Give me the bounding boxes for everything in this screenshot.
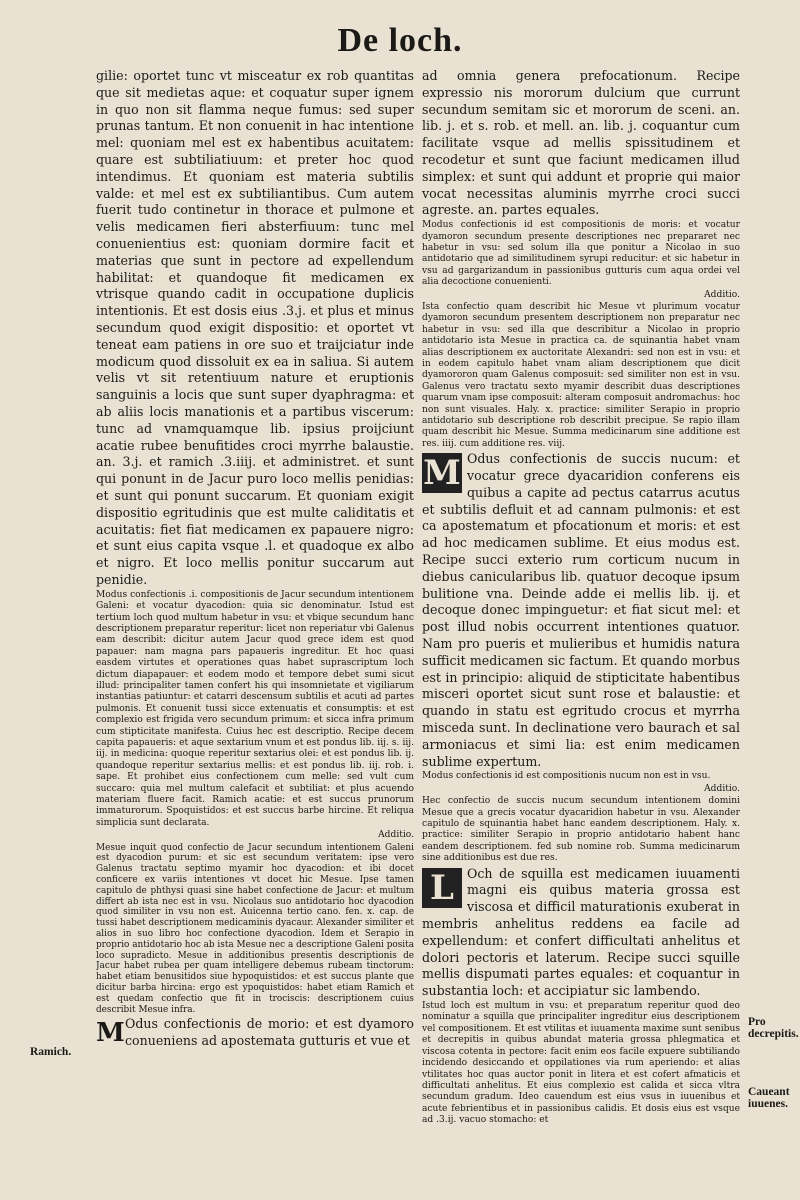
margin-note-caueant-iuuenes: Caueant iuuenes. <box>748 1086 790 1110</box>
right-additio-heading-1: Additio. <box>704 289 740 300</box>
right-paragraph-3: Ista confectio quam describit hic Mesue vt plurimum vocatur dyamoron secundum presentem descriptionem non preparatur nec habetur in vsu: sed illa que describitur a Nicolao in proprio antidotario ista Mesue in practica ca. de squinantia habet vnam alias descriptionem ex auctoritate Alexandri: sed non est in vsu: et in eodem capitulo habet vnam aliam descriptionem que dicit dyamororon quam Galenus composuit: sed similiter non est in vsu. Galenus vero tractatu sexto myamir describit duas descriptiones quarum vnam ipse composuit: alteram composuit andromachus: hoc non sunt visuales. Haly. x. practice: similiter Serapio in proprio antidotario sub descriptione rob describit precipue. Se rapio illam quam describit hic Mesue. Summa medicinarum sine additione est res. iiij. cum additione res. viij. <box>422 302 740 449</box>
left-column <box>96 68 414 1051</box>
right-column <box>422 68 740 1128</box>
drop-cap-m1: M <box>96 1018 125 1049</box>
right-paragraph-7-text: Och de squilla est medicamen iuuamenti magni eis quibus materia grossa est viscosa et difficil maturationis exuberat in membris anhelitus reddens ea facile ad expellendum: et confert difficultati anhelitus et dolori pectoris et laterum. Recipe succi squille mellis dispumati partes equales: et coquantur in substantia loch: et accipiatur sic lambendo. <box>422 865 740 999</box>
right-paragraph-7 <box>422 866 740 1000</box>
drop-cap-l1: L <box>422 868 462 908</box>
running-header: De loch. <box>337 22 463 59</box>
left-additio-heading: Additio. <box>378 830 414 841</box>
right-paragraph-4 <box>422 451 740 770</box>
left-paragraph-1: gilie: oportet tunc vt misceatur ex rob quantitas que sit medietas aque: et coquatur super ignem in quo non sit flamma neque fumus: sed super prunas tantum. Et non conuenit in hac intentione mel: quoniam mel est ex habentibus acuitatem: quare est subtiliatiuum: et preter hoc quod intendimus. Et quoniam est materia subtilis valde: et mel est ex subtiliantibus. Cum autem fuerit tudo continetur in thorace et pulmone et velis medicamen fieri absterfiuum: tunc mel conuenientius est: quoniam dormire facit et materias que sunt in pectore ad expellendum habilitat: et quandoque fit medicamen ex vtrisque quando cadit in occupatione duplicis intentionis. Et est dosis eius .3.j. et plus et minus secundum quod exigit dispositio: et oportet vt teneat eam patiens in ore suo et traijciatur inde modicum quod dissoluit ex ea in saliua. Si autem velis vt sit retentiuum nature et eruptionis sanguinis a locis que sunt super dyaphragma: et ab aliis locis manationis et a partibus viscerum: tunc ad vnamquamque lib. ipsius proijciunt acatie rubee benufitides croci myrrhe balaustie. an. 3.j. et ramich .3.iiij. et administret. et sunt qui ponunt in de Jacur puro loco mellis penidias: et sunt qui ponunt succarum. Et quoniam exigit dispositio egritudinis que est multe caliditatis et acuitatis: fiet fiat medicamen ex papauere nigro: et sunt eius capita vsque .l. et quadoque ex albo et nigro. Et loco mellis ponitur succarum aut penidie. <box>96 68 414 587</box>
left-paragraph-2: Modus confectionis .i. compositionis de Jacur secundum intentionem Galeni: et vocatur dyacodion: quia sic denominatur. Istud est tertium loch quod multum habetur in vsu: et vbique secundum hanc descriptionem preparatur reperitur: licet non reperiatur vbi Galenus eam describit: dicitur autem Jacur quod grece idem est quod papauer: nam magna pars papaueris ingreditur. Et hoc quasi easdem virtutes et operationes quas habet suprascriptum loch dictum diapapauer: et eodem modo et tempore debet sumi sicut illud: principaliter tamen confert his qui insomnietate et vigiliarum instantias patiuntur: et catarri descensum subtilis et acuti ad partes pulmonis. Et conuenit tussi sicce extenuatis et consumptis: et est complexio est frigida vero secundum primum: et sicca infra primum cum stipticitate manifesta. Cuius hec est descriptio. Recipe decem capita papaueris: et aque sextarium vnum et est pondus lib. iij. s. iij. iij. in medicina: quoque reperitur sextarius olei: et est pondus lib. ij. quandoque reperitur sextarius mellis: et est pondus lib. iij. rob. i. sape. Et prohibet eius confectionem cum melle: sed vult cum succaro: quia mel multum calefacit et subtiliat: et plus acuendo materiam fluere facit. Ramich acatie: et est succus prunorum immaturorum. Spoquistidos: et est succus barbe hircine. Et reliqua simplicia sunt declarata. <box>96 589 414 828</box>
margin-note-pro-decrepitis: Pro decrepitis. <box>748 1016 799 1040</box>
margin-note-ramich: Ramich. <box>30 1046 72 1058</box>
right-additio-heading-2: Additio. <box>704 783 740 794</box>
left-paragraph-3: Mesue inquit quod confectio de Jacur secundum intentionem Galeni est dyacodion purum: et sic est secundum veritatem: ipse vero Galenus tractatu septimo myamir hoc dyacodion: et ibi docet conficere ex variis intentiones vt docet hic Mesue. Ipse tamen capitulo de phthysi quasi sine habet confectione de Jacur: et multum differt ab ista nec est in vsu. Nicolaus suo antidotario hoc dyacodion quod similiter in vsu non est. Auicenna tertio cano. fen. x. cap. de tussi habet descriptionem medicaminis dyacaur. Alexander similiter et alios in suo libro hoc confectione dyacodion. Idem et Serapio in proprio antidotario hoc ab ista Mesue nec a descriptione Galeni posita loco supradicto. Mesue in additionibus presentis descriptionis de Jacur habet rubea per quam intelligere debemus rubeam tinctorum: habet etiam benusitidos siue hypoquistidos: et est succus plante que dicitur barba hircina: ergo est ypoquistidos: habet etiam Ramich et est quedam confectio que fit in trociscis: descriptionem cuius describit Mesue infra. <box>96 842 414 1015</box>
right-paragraph-8: Istud loch est multum in vsu: et preparatum reperitur quod deo nominatur a squilla que principaliter ingreditur eius descriptionem vel compositionem. Et est vtilitas et iuuamenta maxime sunt senibus et decrepitis in quibus abundat materia grossa phlegmatica et viscosa cotenta in pectore: facit enim eos facile expuere subtiliando incidendo desiccando et oppilationes via rum aperiendo: et alias vtilitates hoc quas auctor ponit in litera et est cofert afmaticis et difficultati anhelitus. Et eius complexio est calida et sicca vltra secundum gradum. Ideo cauendum est eius vsus in iuuenibus et acute febrientibus et in passionibus calidis. Et dosis eius est vsque ad .3.ij. vacuo stomacho: et <box>422 1001 740 1126</box>
right-paragraph-1: ad omnia genera prefocationum. Recipe expressio nis mororum dulcium que currunt secundum semitam sic et mororum de sceni. an. lib. j. et s. rob. et mell. an. lib. j. coquantur cum facilitate vsque ad mellis spissitudinem et recodetur et sunt que faciunt medicamen illud simplex: et sunt qui addunt et proprie qui maior vocat necessitas aluminis myrrhe croci succi agreste. an. partes equales. <box>422 68 740 218</box>
right-paragraph-2: Modus confectionis id est compositionis de moris: et vocatur dyamoron secundum presente descriptiones nec prepararet nec habetur in vsu: sed solum illa que ponitur a Nicolao in suo antidotario que ad similitudinem syrupi reducitur: et sic habetur in vsu ad gargarizandum in passionibus gutturis cum aqua ordei vel alia decoctione conuenienti. <box>422 220 740 288</box>
right-paragraph-6: Hec confectio de succis nucum secundum intentionem domini Mesue que a grecis vocatur dyacaridion habetur in vsu. Alexander capitulo de squinantia habet hanc eandem descriptionem. Haly. x. practice: similiter Serapio in proprio antidotario habent hanc eandem descriptionem. fed sub nomine rob. Summa medicinarum sine additionibus est due res. <box>422 796 740 864</box>
right-paragraph-5: Modus confectionis id est compositionis nucum non est in vsu. <box>422 771 711 782</box>
drop-cap-m2: M <box>423 453 461 494</box>
left-paragraph-4-text: Odus confectionis de morio: et est dyamoro conueniens ad apostemata gutturis et vue et <box>125 1016 414 1049</box>
left-paragraph-4 <box>96 1016 414 1050</box>
right-paragraph-4-text: Odus confectionis de succis nucum: et vocatur grece dyacaridion conferens eis quibus a capite ad pectus catarrus acutus et subtilis defluit et ad cannam pulmonis: et est ca apostematum et pfocationum et moris: et est ad hoc medicamen sublime. Et eius modus est. Recipe succi exterio rum corticum nucum in diebus canicularibus lib. quatuor decoque ipsum bulitione vna. Deinde adde ei mellis lib. ij. et decoque donec impinguetur: et fiat sicut mel: et post illud nobis occurrent intentiones quatuor. Nam pro pueris et mulieribus et humidis natura sufficit medicamen sic factum. Et quando morbus est in principio: aliquid de stipticitate habentibus misceri oportet sicut sunt rose et balaustie: et quando in statu est egritudo crocus et myrrha misceda sunt. In declinatione vero baurach et sal armoniacus et simi lia: est enim medicamen sublime expertum. <box>422 451 740 769</box>
